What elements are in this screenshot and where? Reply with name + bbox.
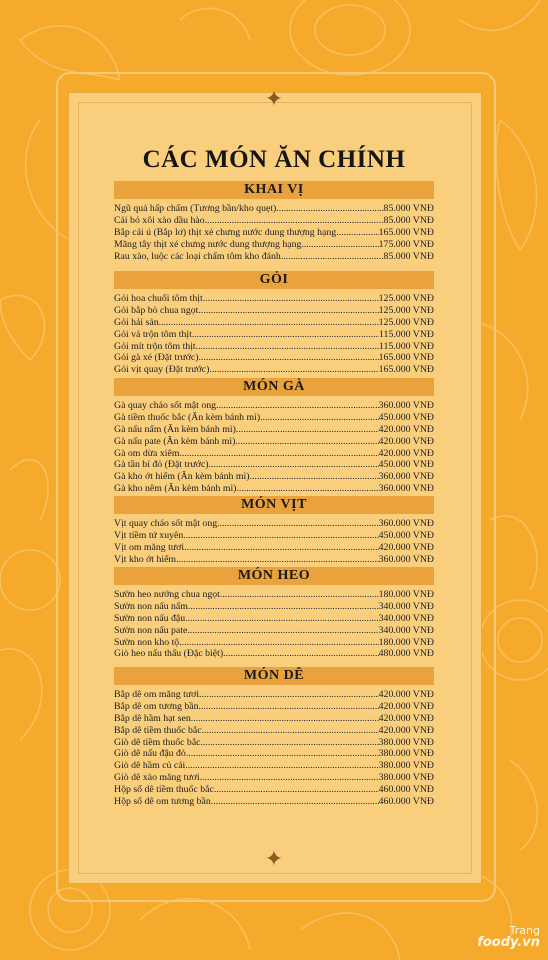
- menu-item: [114, 554, 434, 566]
- dot-leader: [200, 772, 379, 784]
- menu-item: [114, 518, 434, 530]
- dish-name: Gỏi gà xé (Đặt trước): [114, 352, 199, 364]
- dish-price: 340.000 VNĐ: [378, 612, 434, 624]
- dish-name: Giò dê nấu đậu đỏ: [114, 748, 186, 760]
- dish-price: 380.000 VNĐ: [378, 772, 434, 784]
- dish-price: 360.000 VNĐ: [378, 518, 434, 529]
- dish-price: 85.000 VNĐ: [383, 203, 434, 214]
- watermark-line1: Trang: [509, 924, 540, 937]
- section-heading: KHAI VỊ: [114, 181, 434, 199]
- menu-item: [114, 689, 434, 701]
- dish-price: 360.000 VNĐ: [378, 471, 434, 483]
- dish-price: 360.000 VNĐ: [378, 553, 434, 565]
- section-heading: MÓN VỊT: [114, 496, 434, 514]
- dot-leader: [179, 637, 378, 649]
- dot-leader: [220, 589, 379, 601]
- menu-item: [114, 352, 434, 364]
- menu-item: [114, 772, 434, 784]
- dish-name: Gà tần bí đỏ (Đặt trước): [114, 459, 209, 471]
- dot-leader: [276, 203, 383, 215]
- menu-item: [114, 239, 434, 251]
- item-list: [114, 203, 434, 262]
- dot-leader: [336, 227, 378, 239]
- menu-section: [114, 271, 434, 376]
- dish-price: 340.000 VNĐ: [378, 624, 434, 636]
- dish-price: 85.000 VNĐ: [383, 250, 434, 262]
- section-heading: MÓN HEO: [114, 567, 434, 585]
- dot-leader: [201, 737, 379, 749]
- dot-leader: [209, 459, 379, 471]
- dish-price: 420.000 VNĐ: [378, 700, 434, 712]
- dish-name: Gà kho nêm (Ăn kèm bánh mì): [114, 483, 237, 495]
- dish-name: Bắp dê hầm hạt sen: [114, 712, 191, 724]
- menu-item: [114, 796, 434, 808]
- dot-leader: [205, 215, 384, 227]
- item-list: [114, 689, 434, 808]
- dot-leader: [184, 542, 379, 554]
- dish-name: Sườn non nấu nấm: [114, 600, 188, 612]
- dish-price: 115.000 VNĐ: [379, 340, 434, 352]
- watermark: [477, 925, 540, 950]
- dish-name: Sườn non nấu đậu: [114, 612, 186, 624]
- page-title: CÁC MÓN ĂN CHÍNH: [142, 146, 406, 173]
- dot-leader: [198, 305, 378, 317]
- dot-leader: [183, 530, 378, 542]
- dish-name: Vịt tiềm tứ xuyên: [114, 529, 184, 541]
- dot-leader: [211, 796, 379, 808]
- dot-leader: [199, 701, 379, 713]
- dot-leader: [179, 448, 378, 460]
- menu-item: [114, 713, 434, 725]
- menu-item: [114, 483, 434, 495]
- menu-item: [114, 601, 434, 613]
- menu-item: [114, 637, 434, 649]
- menu-item: [114, 530, 434, 542]
- dot-leader: [236, 424, 379, 436]
- bottom-ornament-icon: ✦: [264, 846, 284, 871]
- dot-leader: [188, 601, 379, 613]
- watermark-logo: foody.vn: [477, 935, 540, 950]
- dish-price: 360.000 VNĐ: [378, 400, 434, 411]
- menu-item: [114, 341, 434, 353]
- dot-leader: [223, 648, 379, 660]
- dish-price: 125.000 VNĐ: [378, 316, 434, 328]
- menu-item: [114, 215, 434, 227]
- dish-name: Vịt quay cháo sốt mật ong: [114, 518, 218, 529]
- dish-price: 380.000 VNĐ: [378, 748, 434, 760]
- menu-item: [114, 589, 434, 601]
- dish-name: Gỏi mít trộn tôm thịt: [114, 340, 196, 352]
- dish-name: Hộp sổ dê om tương bần: [114, 796, 211, 808]
- dish-name: Ngũ quả hấp chấm (Tương bần/kho quẹt): [114, 203, 277, 214]
- dish-name: Gà nấu pate (Ăn kèm bánh mì): [114, 435, 236, 447]
- dish-name: Gỏi hoa chuối tôm thịt: [114, 293, 203, 304]
- top-ornament-icon: ✦: [264, 86, 284, 111]
- menu-item: [114, 613, 434, 625]
- dish-price: 125.000 VNĐ: [378, 293, 434, 304]
- dish-price: 180.000 VNĐ: [378, 589, 434, 600]
- dish-price: 125.000 VNĐ: [378, 304, 434, 316]
- menu-item: [114, 317, 434, 329]
- section-heading: MÓN GÀ: [114, 378, 434, 396]
- dish-price: 380.000 VNĐ: [378, 736, 434, 748]
- dish-name: Sườn heo nướng chua ngọt: [114, 589, 220, 600]
- dish-name: Gà om dừa xiêm: [114, 447, 180, 459]
- dish-name: Cải bó xôi xào dầu hào: [114, 214, 205, 226]
- dish-price: 420.000 VNĐ: [378, 423, 434, 435]
- dot-leader: [236, 483, 378, 495]
- menu-item: [114, 701, 434, 713]
- menu-item: [114, 227, 434, 239]
- menu-section: [114, 496, 434, 566]
- menu-section: [114, 667, 434, 808]
- menu-item: [114, 760, 434, 772]
- menu-item: [114, 459, 434, 471]
- dot-leader: [217, 518, 379, 530]
- dot-leader: [176, 554, 379, 566]
- dish-name: Gỏi bắp bò chua ngọt: [114, 304, 199, 316]
- dish-name: Sườn non kho tộ: [114, 636, 180, 648]
- dish-price: 450.000 VNĐ: [378, 529, 434, 541]
- dish-price: 175.000 VNĐ: [378, 238, 434, 250]
- dish-name: Bắp cải ú (Bắp lơ) thịt xé chưng nước dung thượng hạng: [114, 226, 337, 238]
- dot-leader: [196, 341, 379, 353]
- dish-price: 480.000 VNĐ: [378, 648, 434, 660]
- dot-leader: [185, 613, 378, 625]
- dish-price: 420.000 VNĐ: [378, 724, 434, 736]
- dish-price: 165.000 VNĐ: [378, 364, 434, 376]
- section-heading: MÓN DÊ: [114, 667, 434, 685]
- dot-leader: [281, 251, 384, 263]
- dish-price: 420.000 VNĐ: [378, 435, 434, 447]
- dish-name: Hộp sổ dê tiềm thuốc bắc: [114, 784, 214, 796]
- dish-price: 460.000 VNĐ: [378, 796, 434, 808]
- menu-item: [114, 203, 434, 215]
- dish-price: 420.000 VNĐ: [378, 541, 434, 553]
- dish-name: Bắp dê tiềm thuốc bắc: [114, 724, 202, 736]
- dish-name: Măng tây thịt xé chưng nước dung thượng hạng: [114, 238, 302, 250]
- dish-price: 460.000 VNĐ: [378, 784, 434, 796]
- menu-item: [114, 737, 434, 749]
- dish-price: 115.000 VNĐ: [379, 328, 434, 340]
- menu-item: [114, 251, 434, 263]
- menu-item: [114, 448, 434, 460]
- dish-name: Giò dê xào măng tươi: [114, 772, 200, 784]
- dot-leader: [260, 412, 379, 424]
- dot-leader: [187, 625, 378, 637]
- dish-price: 450.000 VNĐ: [378, 411, 434, 423]
- dot-leader: [185, 760, 378, 772]
- dish-name: Gà nấu nấm (Ăn kèm bánh mì): [114, 423, 236, 435]
- menu-item: [114, 542, 434, 554]
- menu-item: [114, 424, 434, 436]
- menu-item: [114, 748, 434, 760]
- dish-name: Vịt kho ớt hiểm: [114, 553, 177, 565]
- dish-name: Gà quay cháo sốt mật ong: [114, 400, 217, 411]
- dot-leader: [209, 364, 378, 376]
- dish-price: 420.000 VNĐ: [378, 689, 434, 700]
- menu-section: [114, 378, 434, 495]
- dish-price: 420.000 VNĐ: [378, 447, 434, 459]
- menu-item: [114, 725, 434, 737]
- menu-item: [114, 305, 434, 317]
- menu-item: [114, 293, 434, 305]
- dot-leader: [301, 239, 378, 251]
- item-list: [114, 293, 434, 376]
- dot-leader: [250, 471, 379, 483]
- dish-name: Gỏi vả trộn tôm thịt: [114, 328, 192, 340]
- item-list: [114, 400, 434, 495]
- menu-item: [114, 436, 434, 448]
- dish-name: Rau xào, luộc các loại chấm tôm kho đánh: [114, 250, 281, 262]
- dish-price: 450.000 VNĐ: [378, 459, 434, 471]
- menu-item: [114, 625, 434, 637]
- menu-item: [114, 400, 434, 412]
- dish-price: 85.000 VNĐ: [383, 214, 434, 226]
- dish-name: Giò dê hầm củ cải: [114, 760, 186, 772]
- dot-leader: [191, 713, 379, 725]
- dot-leader: [199, 689, 379, 701]
- dot-leader: [186, 748, 379, 760]
- dot-leader: [235, 436, 378, 448]
- item-list: [114, 589, 434, 660]
- dot-leader: [202, 725, 379, 737]
- dish-name: Gỏi vịt quay (Đặt trước): [114, 364, 210, 376]
- dish-name: Gỏi hải sản: [114, 316, 159, 328]
- dish-name: Bắp dê om tương bần: [114, 700, 199, 712]
- menu-section: [114, 181, 434, 262]
- dish-name: Gà kho ớt hiểm (Ăn kèm bánh mì): [114, 471, 250, 483]
- dish-name: Sườn non nấu pate: [114, 624, 188, 636]
- dish-name: Giò dê tiềm thuốc bắc: [114, 736, 201, 748]
- menu-item: [114, 648, 434, 660]
- dot-leader: [159, 317, 379, 329]
- dish-price: 165.000 VNĐ: [378, 226, 434, 238]
- dish-name: Giò heo nấu thấu (Đặc biệt): [114, 648, 224, 660]
- dot-leader: [198, 352, 378, 364]
- dish-name: Vịt om măng tươi: [114, 541, 185, 553]
- dish-name: Gà tiềm thuốc bắc (Ăn kèm bánh mì): [114, 411, 261, 423]
- section-heading: GỎI: [114, 271, 434, 289]
- dot-leader: [216, 400, 379, 412]
- menu-item: [114, 784, 434, 796]
- dish-price: 420.000 VNĐ: [378, 712, 434, 724]
- menu-item: [114, 364, 434, 376]
- dish-price: 180.000 VNĐ: [378, 636, 434, 648]
- dot-leader: [203, 293, 379, 305]
- dish-price: 340.000 VNĐ: [378, 600, 434, 612]
- menu-section: [114, 567, 434, 660]
- menu-item: [114, 412, 434, 424]
- dish-price: 165.000 VNĐ: [378, 352, 434, 364]
- menu-item: [114, 471, 434, 483]
- dish-price: 360.000 VNĐ: [378, 483, 434, 495]
- dot-leader: [214, 784, 379, 796]
- item-list: [114, 518, 434, 566]
- dot-leader: [192, 329, 379, 341]
- dish-price: 380.000 VNĐ: [378, 760, 434, 772]
- dish-name: Bắp dê om măng tươi: [114, 689, 200, 700]
- menu-item: [114, 329, 434, 341]
